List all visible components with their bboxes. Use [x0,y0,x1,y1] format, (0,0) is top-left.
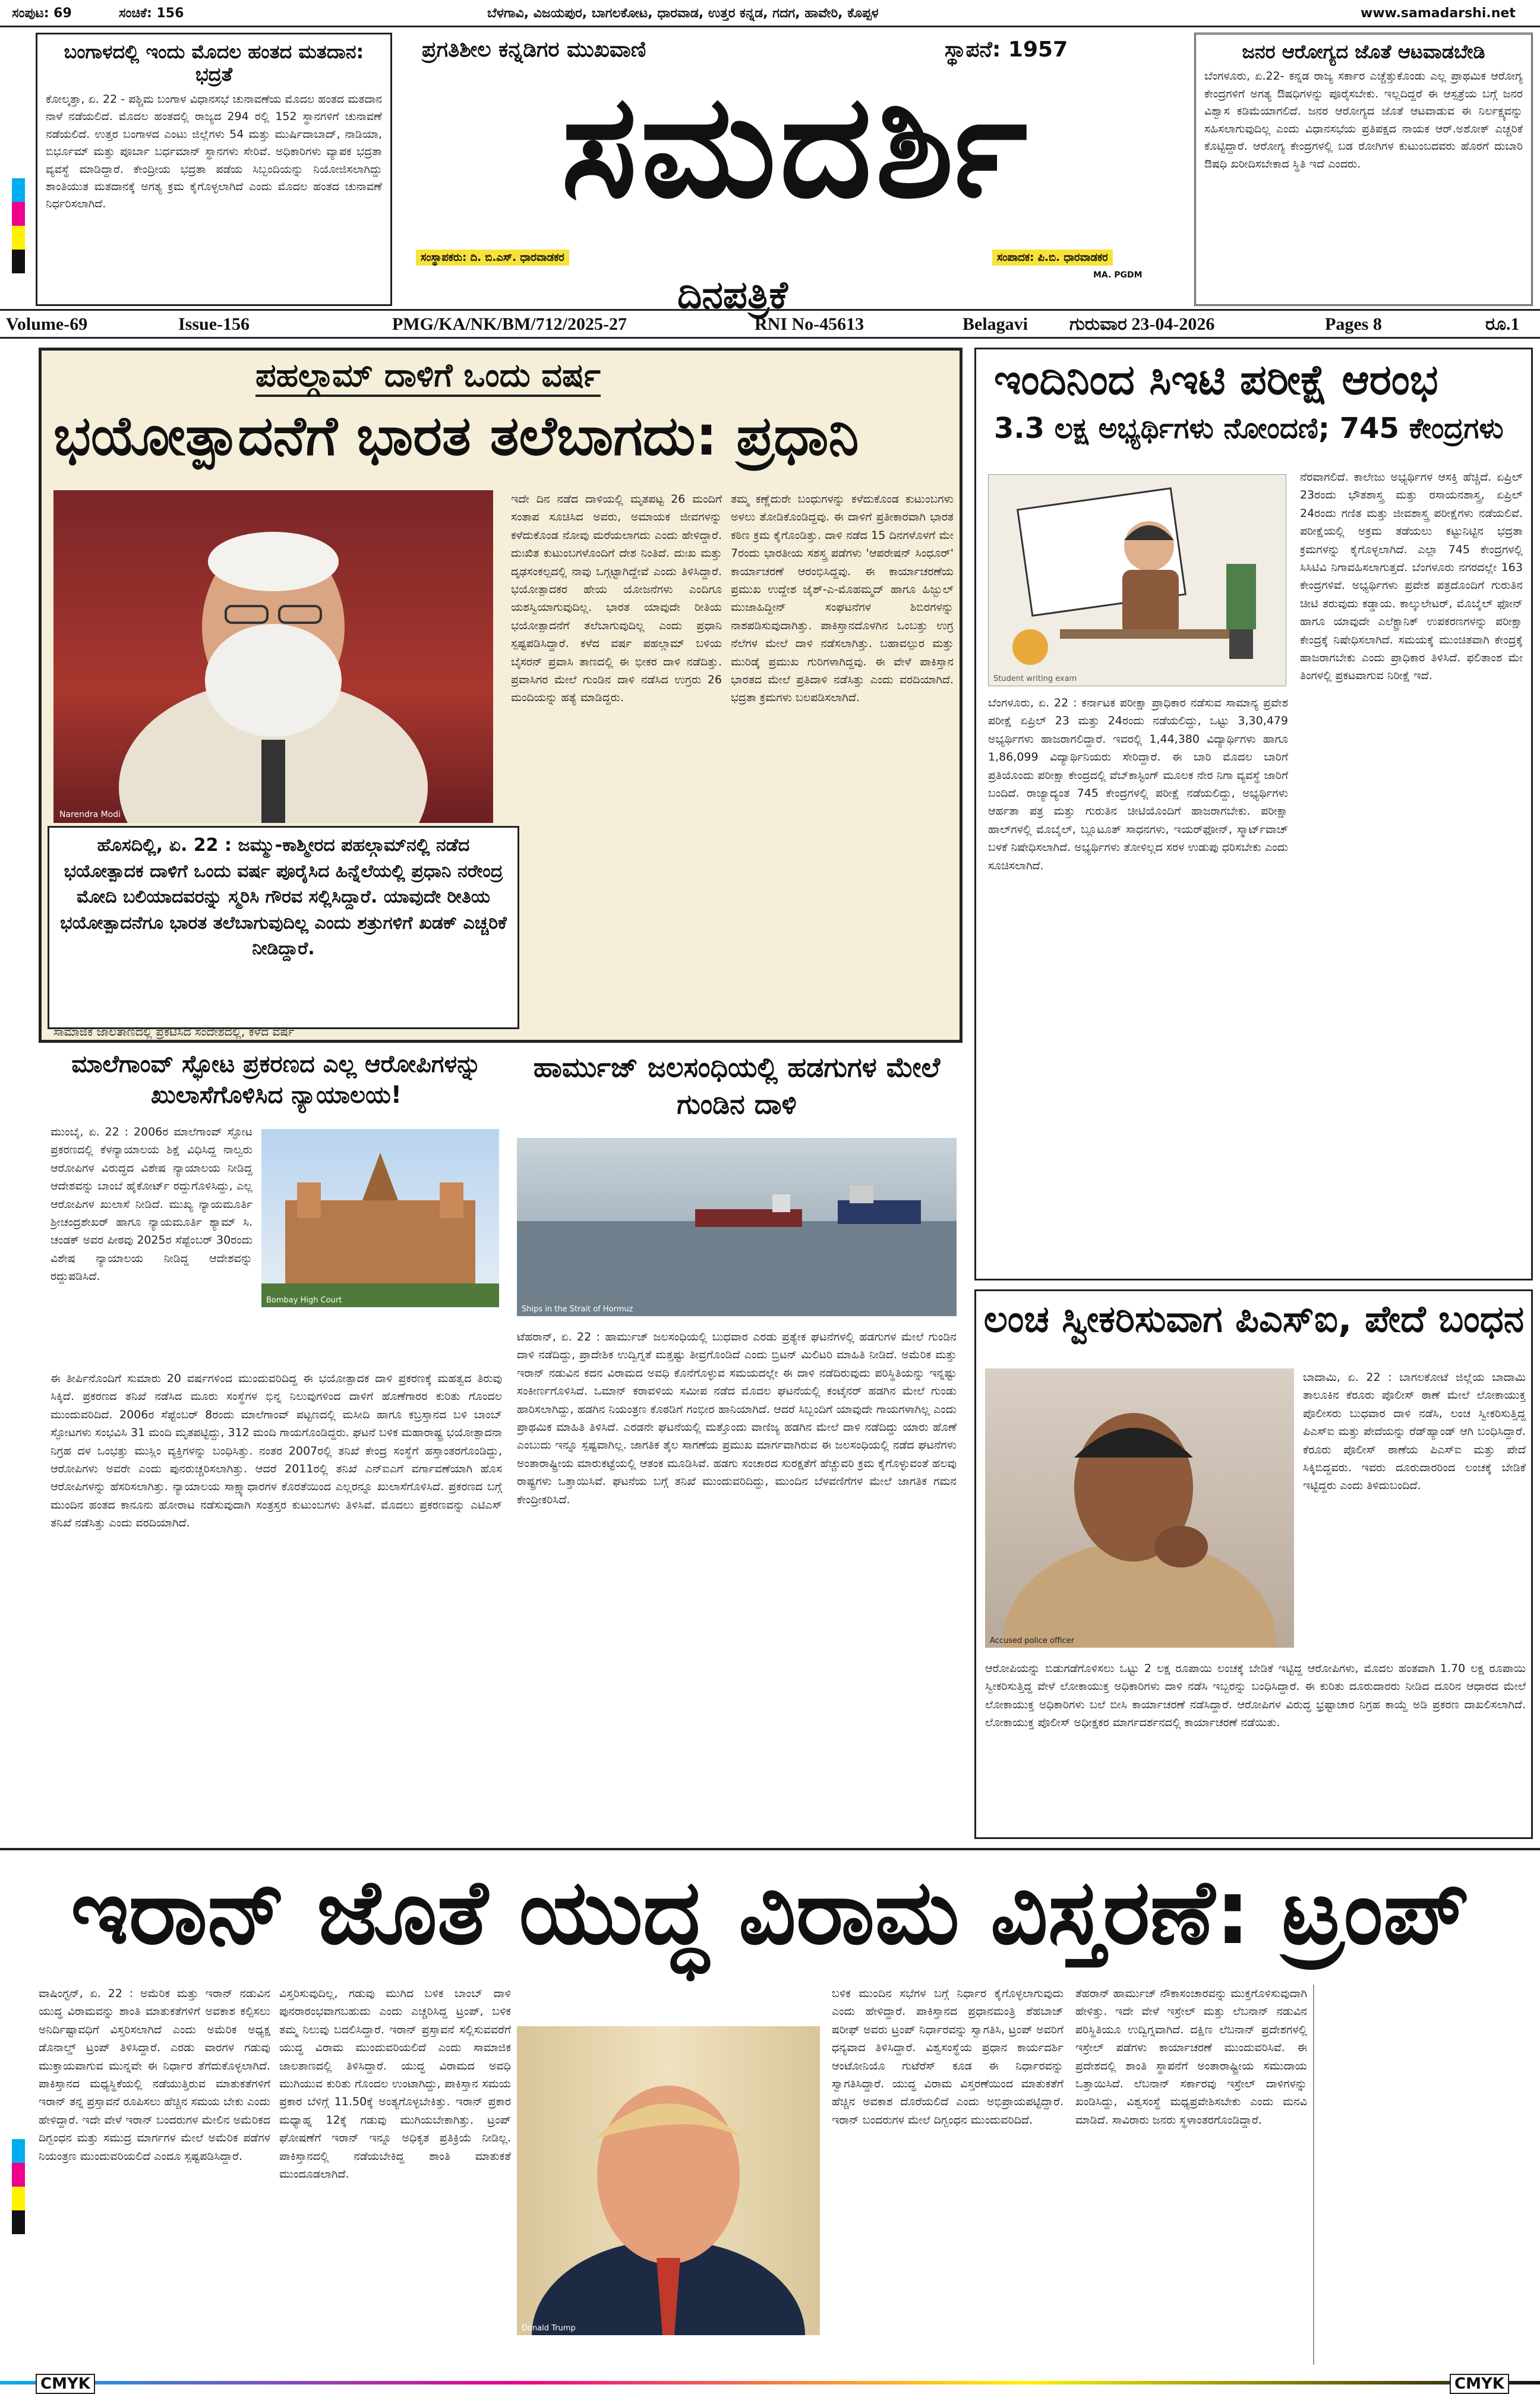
arrest-story [974,1289,1533,1839]
lead-headline: ಭಯೋತ್ಪಾದನೆಗೆ ಭಾರತ ತಲೆಬಾಗದು: ಪ್ರಧಾನಿ [53,404,859,468]
trump-col-1: ವಾಷಿಂಗ್ಟನ್, ಏ. 22 : ಅಮೆರಿಕ ಮತ್ತು ಇರಾನ್ ನಡುವಿನ ಯುದ್ಧ ವಿರಾಮವನ್ನು ಶಾಂತಿ ಮಾತುಕತೆಗಳಿಗೆ ಅವಕಾಶ ಕಲ್ಪಿಸಲು ಅನಿರ್ದಿಷ್ಟಾವಧಿಗೆ ವಿಸ್ತರಿಸಲಾಗಿದೆ ಎಂದು ಅಮೆರಿಕ ಅಧ್ಯಕ್ಷ ಡೊನಾಲ್ಡ್ ಟ್ರಂಪ್ ತಿಳಿಸಿದ್ದಾರೆ. ಎರಡು ವಾರಗಳ ಗಡುವು ಮುಕ್ತಾಯವಾಗುವ ಮುನ್ನವೇ ಈ ನಿರ್ಧಾರ ತೆಗೆದುಕೊಳ್ಳಲಾಗಿದೆ. ಪಾಕಿಸ್ತಾನದ ಮಧ್ಯಸ್ಥಿಕೆಯಲ್ಲಿ ನಡೆಯುತ್ತಿರುವ ಮಾತುಕತೆಗಳಿಗೆ ಇರಾನ್ ತನ್ನ ಪ್ರಸ್ತಾವನೆ ರೂಪಿಸಲು ಹೆಚ್ಚಿನ ಸಮಯ ಬೇಕು ಎಂದು ಹೇಳಿದ್ದಾರೆ. ಇದೇ ವೇಳೆ ಇರಾನ್ ಬಂದರುಗಳ ಮೇಲಿನ ಅಮೆರಿಕದ ದಿಗ್ಬಂಧನ ಮತ್ತು ಸಮುದ್ರ ಮಾರ್ಗಗಳ ಮೇಲೆ ಅಮೆರಿಕ ಪಡೆಗಳ ನಿಯಂತ್ರಣ ಮುಂದುವರಿಯಲಿದೆ ಎಂದೂ ಸ್ಪಷ್ಟಪಡಿಸಿದ್ದಾರೆ. [39,1987,270,2163]
founder: ಸಂಸ್ಥಾಪಕರು: ದಿ. ಬಿ.ಎಸ್. ಧಾರವಾಡಕರ [416,250,569,266]
lead-below-caption: ಸಾಮಾಜಿಕ ಜಾಲತಾಣದಲ್ಲಿ ಪ್ರಕಟಿಸಿದ ಸಂದೇಶದಲ್ಲಿ, ಕಳೆದ ವರ್ಷ [53,1024,295,1039]
trump-col-3: ಬಳಿಕ ಮುಂದಿನ ಸಭೆಗಳ ಬಗ್ಗೆ ನಿರ್ಧಾರ ಕೈಗೊಳ್ಳಲಾಗುವುದು ಎಂದು ಹೇಳಿದ್ದಾರೆ. ಪಾಕಿಸ್ತಾನದ ಪ್ರಧಾನಮಂತ್ರಿ ಶೆಹಬಾಜ್ ಷರೀಫ್ ಅವರು ಟ್ರಂಪ್ ನಿರ್ಧಾರವನ್ನು ಸ್ವಾಗತಿಸಿ, ಟ್ರಂಪ್ ಅವರಿಗೆ ಧನ್ಯವಾದ ತಿಳಿಸಿದ್ದಾರೆ. ವಿಶ್ವಸಂಸ್ಥೆಯ ಪ್ರಧಾನ ಕಾರ್ಯದರ್ಶಿ ಆಂಟೋನಿಯೊ ಗುಟೆರೆಸ್ ಕೂಡ ಈ ನಿರ್ಧಾರವನ್ನು ಸ್ವಾಗತಿಸಿದ್ದಾರೆ. ಯುದ್ಧ ವಿರಾಮ ವಿಸ್ತರಣೆಯಿಂದ ಮಾತುಕತೆಗೆ ಹೆಚ್ಚಿನ ಅವಕಾಶ ದೊರೆಯಲಿದೆ ಎಂದು ಅಭಿಪ್ರಾಯಪಟ್ಟಿದ್ದಾರೆ. ಇರಾನ್ ಬಂದರುಗಳ ಮೇಲೆ ದಿಗ್ಬಂಧನ ಮುಂದುವರಿದಿದೆ. [832,1987,1064,2127]
modi-photo-label: Narendra Modi [59,810,121,819]
cet-story [974,348,1533,1280]
arrest-side-text: ಬಾದಾಮಿ, ಏ. 22 : ಬಾಗಲಕೋಟೆ ಜಿಲ್ಲೆಯ ಬಾದಾಮಿ ತಾಲೂಕಿನ ಕೆರೂರು ಪೊಲೀಸ್ ಠಾಣೆ ಮೇಲೆ ಲೋಕಾಯುಕ್ತ ಪೊಲೀಸರು ಬುಧವಾರ ದಾಳಿ ನಡೆಸಿ, ಲಂಚ ಸ್ವೀಕರಿಸುತ್ತಿದ್ದ ಪಿಎಸ್‌ಐ ಮತ್ತು ಪೇದೆಯನ್ನು ರೆಡ್‌ಹ್ಯಾಂಡ್ ಆಗಿ ಬಂಧಿಸಿದ್ದಾರೆ. ಕೆರೂರು ಪೊಲೀಸ್ ಠಾಣೆಯ ಪಿಎಸ್‌ಐ ಮತ್ತು ಪೇದೆ ಸಿಕ್ಕಿಬಿದ್ದವರು. ಇವರು ದೂರುದಾರರಿಂದ ಲಂಚಕ್ಕೆ ಬೇಡಿಕೆ ಇಟ್ಟಿದ್ದರು ಎಂದು ತಿಳಿದುಬಂದಿದೆ. [1303,1371,1526,1493]
swatch-yellow [12,226,25,250]
cmyk-left: CMYK [36,2374,95,2394]
cmyk-right: CMYK [1450,2374,1509,2394]
left-box-body: ಕೋಲ್ಕತ್ತಾ, ಏ. 22 - ಪಶ್ಚಿಮ ಬಂಗಾಳ ವಿಧಾನಸಭೆ ಚುನಾವಣೆಯ ಮೊದಲ ಹಂತದ ಮತದಾನ ನಾಳೆ ನಡೆಯಲಿದೆ. ಮೊದಲ ಹಂತದಲ್ಲಿ ರಾಜ್ಯದ 294 ರಲ್ಲಿ 152 ಸ್ಥಾನಗಳಿಗೆ ಚುನಾವಣೆ ನಡೆಯಲಿದೆ. ಉತ್ತರ ಬಂಗಾಳದ ಎಂಟು ಜಿಲ್ಲೆಗಳು 54 ಮತ್ತು ಮುರ್ಷಿದಾಬಾದ್, ನಾಡಿಯಾ, ಬಿರ್ಭೂಮ್ ಮತ್ತು ಪೂರ್ಬಾ ಬರ್ಧಮಾನ್ ಸ್ಥಾನಗಳು ಸೇರಿವೆ. ಅಧಿಕಾರಿಗಳು ವ್ಯಾಪಕ ಭದ್ರತಾ ವ್ಯವಸ್ಥೆ ಮಾಡಿದ್ದಾರೆ. ಕೇಂದ್ರೀಯ ಭದ್ರತಾ ಪಡೆಯ ಸಿಬ್ಬಂದಿಯನ್ನು ನಿಯೋಜಿಸಲಾಗಿದ್ದು ಶಾಂತಿಯುತ ಮತದಾನಕ್ಕೆ ಅಗತ್ಯ ಕ್ರಮ ಕೈಗೊಳ್ಳಲಾಗಿದೆ ಎಂದು ಮೊದಲ ಹಂತದ ಚುನಾವಣೆ ನಿರ್ಧರಿಸಲಾಗಿದೆ. [46,92,382,211]
top-bar [0,0,1540,27]
established: ಸ್ಥಾಪನೆ: 1957 [945,37,1068,62]
editor: ಸಂಪಾದಕ: ಪಿ.ಬಿ. ಧಾರವಾಡಕರ [992,250,1113,266]
modi-photo [53,490,493,823]
right-box-body: ಬೆಂಗಳೂರು, ಏ.22- ಕನ್ನಡ ರಾಜ್ಯ ಸರ್ಕಾರ ಎಚ್ಚೆತ್ತುಕೊಂಡು ಎಲ್ಲ ಪ್ರಾಥಮಿಕ ಆರೋಗ್ಯ ಕೇಂದ್ರಗಳಿಗೆ ಅಗತ್ಯ ಔಷಧಿಗಳನ್ನು ಪೂರೈಸಬೇಕು. ಇಲ್ಲದಿದ್ದರೆ ಈ ಆಸ್ಪತ್ರೆಯ ಬಗ್ಗೆ ಜನರ ವಿಶ್ವಾಸ ಕಡಿಮೆಯಾಗಲಿದೆ. ಜನರ ಆರೋಗ್ಯದ ಜೊತೆ ಆಟವಾಡುವ ಈ ನಿರ್ಲಕ್ಷ್ಯವನ್ನು ಸಹಿಸಲಾಗುವುದಿಲ್ಲ ಎಂದು ವಿಧಾನಸಭೆಯ ಪ್ರತಿಪಕ್ಷದ ನಾಯಕ ಆರ್.ಅಶೋಕ್ ಎಚ್ಚರಿಕೆ ಕೊಟ್ಟಿದ್ದಾರೆ. ಆರೋಗ್ಯ ಕೇಂದ್ರಗಳಲ್ಲಿ ಬಡ ರೋಗಿಗಳ ಕುಟುಂಬದವರು ಹೊರಗೆ ದುಬಾರಿ ಔಷಧಿ ಖರೀದಿಸಬೇಕಾದ ಸ್ಥಿತಿ ಇದೆ ಎಂದರು. [1204,70,1523,171]
editor-degree: MA. PGDM [1093,270,1143,280]
malegaon-body: ಈ ತೀರ್ಪಿನೊಂದಿಗೆ ಸುಮಾರು 20 ವರ್ಷಗಳಿಂದ ಮುಂದುವರಿದಿದ್ದ ಈ ಭಯೋತ್ಪಾದಕ ದಾಳಿ ಪ್ರಕರಣಕ್ಕೆ ಮಹತ್ವದ ತಿರುವು ಸಿಕ್ಕಿದೆ. ಪ್ರಕರಣದ ತನಿಖೆ ನಡೆಸಿದ ಮೂರು ಸಂಸ್ಥೆಗಳ ಭಿನ್ನ ನಿಲುವುಗಳಿಂದ ದಾಳಿಗೆ ಹೊಣೆಗಾರರ ಕುರಿತು ಗೊಂದಲ ಮುಂದುವರಿದಿದೆ. 2006ರ ಸೆಪ್ಟೆಂಬರ್ 8ರಂದು ಮಾಲೆಗಾಂವ್ ಪಟ್ಟಣದಲ್ಲಿ ಮಸೀದಿ ಹಾಗೂ ಕಬ್ರಸ್ತಾನದ ಬಳಿ ಬಾಂಬ್ ಸ್ಫೋಟಗಳು ಸಂಭವಿಸಿ 31 ಮಂದಿ ಮೃತಪಟ್ಟಿದ್ದು, 312 ಮಂದಿ ಗಾಯಗೊಂಡಿದ್ದರು. ಘಟನೆ ಬಳಿಕ ಮಹಾರಾಷ್ಟ್ರ ಭಯೋತ್ಪಾದನಾ ನಿಗ್ರಹ ದಳ ಒಂಭತ್ತು ಮುಸ್ಲಿಂ ವ್ಯಕ್ತಿಗಳನ್ನು ಬಂಧಿಸಿತ್ತು. ನಂತರ 2007ರಲ್ಲಿ ತನಿಖೆ ಕೇಂದ್ರ ಸಂಸ್ಥೆಗೆ ಹಸ್ತಾಂತರಗೊಂಡಿದ್ದು, ಆರೋಪಿಗಳು ಅವರೇ ಎಂದು ಪುನರುಚ್ಚರಿಸಲಾಗಿತ್ತು. ಆದರೆ 2011ರಲ್ಲಿ ತನಿಖೆ ಎನ್‌ಐಎಗೆ ವರ್ಗಾವಣೆಯಾಗಿ ಹೊಸ ಆರೋಪಿಗಳನ್ನು ಹೆಸರಿಸಲಾಗಿತ್ತು. ನ್ಯಾಯಾಲಯ ಸಾಕ್ಷ್ಯಾಧಾರಗಳ ಕೊರತೆಯಿಂದ ಎಲ್ಲರನ್ನೂ ಖುಲಾಸೆಗೊಳಿಸಿದೆ. ಪ್ರಕರಣದ ಬಗ್ಗೆ ಮುಂದಿನ ಹಂತದ ಕಾನೂನು ಹೋರಾಟ ನಡೆಸುವುದಾಗಿ ಸಂತ್ರಸ್ತರ ಕುಟುಂಬಗಳು ತಿಳಿಸಿವೆ. ಮೊದಲು ಪ್ರಕರಣವನ್ನು ಎಟಿಎಸ್ ತನಿಖೆ ನಡೆಸಿತ್ತು ಎಂದು ವರದಿಯಾಗಿದೆ. [51,1372,502,1530]
issue-label: ಸಂಚಿಕೆ: 156 [119,6,184,21]
hormuz-headline: ಹಾರ್ಮುಜ್ ಜಲಸಂಧಿಯಲ್ಲಿ ಹಡಗುಗಳ ಮೇಲೆ ಗುಂಡಿನ ದಾಳಿ [533,1051,941,1121]
trump-col-spacer [1313,1985,1527,2365]
malegaon-story [39,1049,508,1839]
swatch-cyan-2 [12,2139,25,2163]
masthead-subtitle: ದಿನಪತ್ರಿಕೆ [677,273,788,317]
swatch-black-2 [12,2210,25,2234]
trump-headline: ಇರಾನ್ ಜೊತೆ ಯುದ್ಧ ವಿರಾಮ ವಿಸ್ತರಣೆ: ಟ್ರಂಪ್ [0,1848,1540,1973]
trump-col-4: ತೆಹರಾನ್ ಹಾರ್ಮುಜ್ ನೌಕಾಸಂಚಾರವನ್ನು ಮುಕ್ತಗೊಳಿಸುವುದಾಗಿ ಹೇಳಿತ್ತು. ಇದೇ ವೇಳೆ ಇಸ್ರೇಲ್ ಮತ್ತು ಲೆಬನಾನ್ ನಡುವಿನ ಪರಿಸ್ಥಿತಿಯೂ ಉದ್ವಿಗ್ನವಾಗಿದೆ. ದಕ್ಷಿಣ ಲೆಬನಾನ್ ಪ್ರದೇಶಗಳಲ್ಲಿ ಇಸ್ರೇಲ್ ಪಡೆಗಳು ಕಾರ್ಯಾಚರಣೆ ಮುಂದುವರಿಸಿವೆ. ಈ ಪ್ರದೇಶದಲ್ಲಿ ಶಾಂತಿ ಸ್ಥಾಪನೆಗೆ ಅಂತಾರಾಷ್ಟ್ರೀಯ ಸಮುದಾಯ ಒತ್ತಾಯಿಸಿದೆ. ಲೆಬನಾನ್ ಸರ್ಕಾರವು ಇಸ್ರೇಲ್ ದಾಳಿಗಳನ್ನು ಖಂಡಿಸಿದ್ದು, ವಿಶ್ವಸಂಸ್ಥೆ ಮಧ್ಯಪ್ರವೇಶಿಸಬೇಕು ಎಂದು ಮನವಿ ಮಾಡಿದೆ. ಸಾವಿರಾರು ಜನರು ಸ್ಥಳಾಂತರಗೊಂಡಿದ್ದಾರೆ. [1075,1987,1307,2127]
cet-illustration-svg [989,475,1286,686]
right-box [1194,33,1533,306]
cet-headline: ಇಂದಿನಿಂದ ಸಿಇಟಿ ಪರೀಕ್ಷೆ ಆರಂಭ [994,355,1438,404]
hormuz-body: ಟೆಹರಾನ್, ಏ. 22 : ಹಾರ್ಮುಜ್ ಜಲಸಂಧಿಯಲ್ಲಿ ಬುಧವಾರ ಎರಡು ಪ್ರತ್ಯೇಕ ಘಟನೆಗಳಲ್ಲಿ ಹಡಗುಗಳ ಮೇಲೆ ಗುಂಡಿನ ದಾಳಿ ನಡೆದಿದ್ದು, ಪ್ರಾದೇಶಿಕ ಉದ್ವಿಗ್ನತೆ ಮತ್ತಷ್ಟು ತೀವ್ರಗೊಂಡಿದೆ ಎಂದು ಬ್ರಿಟನ್ ಮಿಲಿಟರಿ ಮಾಹಿತಿ ನೀಡಿದೆ. ಅಮೆರಿಕ ಮತ್ತು ಇರಾನ್ ನಡುವಿನ ಕದನ ವಿರಾಮದ ಅವಧಿ ಕೊನೆಗೊಳ್ಳುವ ಸಮಯದಲ್ಲೇ ಈ ದಾಳಿ ನಡೆದಿರುವುದು ಪರಿಸ್ಥಿತಿಯನ್ನು ಇನ್ನಷ್ಟು ಸಂಕೀರ್ಣಗೊಳಿಸಿದೆ. ಒಮಾನ್ ಕರಾವಳಿಯ ಸಮೀಪ ನಡೆದ ಮೊದಲ ಘಟನೆಯಲ್ಲಿ ಕಂಟೈನರ್ ಹಡಗಿನ ಮೇಲೆ ಗುಂಡು ಹಾರಿಸಲಾಗಿದ್ದು, ಹಡಗಿನ ನಿಯಂತ್ರಣ ಕೊಠಡಿಗೆ ಗಂಭೀರ ಹಾನಿಯಾಗಿದೆ. ಆದರೆ ಸಿಬ್ಬಂದಿಗೆ ಯಾವುದೇ ಗಾಯಗಳಾಗಿಲ್ಲ ಎಂದು ಪ್ರಾಥಮಿಕ ಮಾಹಿತಿ ತಿಳಿಸಿದೆ. ಎರಡನೇ ಘಟನೆಯಲ್ಲಿ ಮತ್ತೊಂದು ವಾಣಿಜ್ಯ ಹಡಗಿನ ಮೇಲೆ ದಾಳಿ ನಡೆದಿದ್ದು ಯಾರು ಹೊಣೆ ಎಂಬುದು ಇನ್ನೂ ಸ್ಪಷ್ಟವಾಗಿಲ್ಲ. ಜಾಗತಿಕ ತೈಲ ಸಾಗಣೆಯ ಪ್ರಮುಖ ಮಾರ್ಗವಾಗಿರುವ ಈ ಜಲಸಂಧಿಯಲ್ಲಿ ನಡೆದ ಘಟನೆಗಳು ಅಂತಾರಾಷ್ಟ್ರೀಯ ಮಾರುಕಟ್ಟೆಯಲ್ಲಿ ಆತಂಕ ಮೂಡಿಸಿವೆ. ಹಡಗು ಸಂಚಾರದ ಸುರಕ್ಷತೆಗೆ ಹೆಚ್ಚುವರಿ ಕ್ರಮ ಕೈಗೊಳ್ಳುವಂತೆ ಹಲವು ರಾಷ್ಟ್ರಗಳು ಒತ್ತಾಯಿಸಿವೆ. ಘಟನೆಯ ಬಗ್ಗೆ ತನಿಖೆ ಮುಂದುವರಿದಿದ್ದು, ಮುಂದಿನ ಬೆಳವಣಿಗೆಗಳ ಮೇಲೆ ಜಾಗತಿಕ ಗಮನ ಕೇಂದ್ರೀಕರಿಸಿದೆ. [517,1330,957,1506]
malegaon-headline: ಮಾಲೆಗಾಂವ್ ಸ್ಫೋಟ ಪ್ರಕರಣದ ಎಲ್ಲ ಆರೋಪಿಗಳನ್ನು ಖುಲಾಸೆಗೊಳಿಸಿದ ನ್ಯಾಯಾಲಯ! [71,1051,481,1109]
registration-bar [0,2381,1540,2384]
lead-col-2: ತಮ್ಮ ಕಣ್ಣೆದುರೇ ಬಂಧುಗಳನ್ನು ಕಳೆದುಕೊಂಡ ಕುಟುಂಬಗಳು ಅಳಲು ತೋಡಿಕೊಂಡಿದ್ದವು. ಈ ದಾಳಿಗೆ ಪ್ರತೀಕಾರವಾಗಿ ಭಾರತ ಕಠಿಣ ಕ್ರಮ ಕೈಗೊಂಡಿತ್ತು. ದಾಳಿ ನಡೆದ 15 ದಿನಗಳೊಳಗೆ ಮೇ 7ರಂದು ಭಾರತೀಯ ಸಶಸ್ತ್ರ ಪಡೆಗಳು 'ಆಪರೇಷನ್ ಸಿಂಧೂರ್' ಕಾರ್ಯಾಚರಣೆ ಆರಂಭಿಸಿದ್ದವು. ಈ ಕಾರ್ಯಾಚರಣೆಯ ಪ್ರಮುಖ ಉದ್ದೇಶ ಜೈಶ್-ಎ-ಮೊಹಮ್ಮದ್ ಹಾಗೂ ಹಿಜ್ಬುಲ್ ಮುಜಾಹಿದ್ದೀನ್ ಸಂಘಟನೆಗಳ ಶಿಬಿರಗಳನ್ನು ನಾಶಪಡಿಸುವುದಾಗಿತ್ತು. ಪಾಕಿಸ್ತಾನದೊಳಗಿನ ಒಂಬತ್ತು ಉಗ್ರ ನೆಲೆಗಳ ಮೇಲೆ ದಾಳಿ ನಡೆಸಲಾಗಿತ್ತು. ಬಹಾವಲ್ಪುರ ಮತ್ತು ಮುರಿಡ್ಕೆ ಪ್ರಮುಖ ಗುರಿಗಳಾಗಿದ್ದವು. ಈ ವೇಳೆ ಪಾಕಿಸ್ತಾನ ಭಾರತದ ಮೇಲೆ ಪ್ರತಿದಾಳಿ ನಡೆಸಿತ್ತು ಎಂದು ವರದಿಯಾಗಿದೆ. ಭದ್ರತಾ ಕ್ರಮಗಳು ಬಲಪಡಿಸಲಾಗಿದೆ. [731,493,954,705]
swatch-magenta-2 [12,2163,25,2187]
cet-subhead: 3.3 ಲಕ್ಷ ಅಭ್ಯರ್ಥಿಗಳು ನೋಂದಣಿ; 745 ಕೇಂದ್ರಗಳು [994,412,1504,445]
trump-col-2: ವಿಸ್ತರಿಸುವುದಿಲ್ಲ, ಗಡುವು ಮುಗಿದ ಬಳಿಕ ಬಾಂಬ್ ದಾಳಿ ಪುನರಾರಂಭವಾಗಬಹುದು ಎಂದು ಎಚ್ಚರಿಸಿದ್ದ ಟ್ರಂಪ್, ಬಳಿಕ ತಮ್ಮ ನಿಲುವು ಬದಲಿಸಿದ್ದಾರೆ. ಇರಾನ್ ಪ್ರಸ್ತಾವನೆ ಸಲ್ಲಿಸುವವರೆಗೆ ಯುದ್ಧ ವಿರಾಮ ಮುಂದುವರಿಯಲಿದೆ ಎಂದು ಸಾಮಾಜಿಕ ಜಾಲತಾಣದಲ್ಲಿ ತಿಳಿಸಿದ್ದಾರೆ. ಯುದ್ಧ ವಿರಾಮದ ಅವಧಿ ಮುಗಿಯುವ ಕುರಿತು ಗೊಂದಲ ಉಂಟಾಗಿದ್ದು, ಪಾಕಿಸ್ತಾನ ಸಮಯ ಪ್ರಕಾರ ಬೆಳಿಗ್ಗೆ 11.50ಕ್ಕೆ ಅಂತ್ಯಗೊಳ್ಳಬೇಕಿತ್ತು. ಇರಾನ್ ಪ್ರಕಾರ ಮಧ್ಯಾಹ್ನ 12ಕ್ಕೆ ಗಡುವು ಮುಗಿಯಬೇಕಾಗಿತ್ತು. ಟ್ರಂಪ್ ಘೋಷಣೆಗೆ ಇರಾನ್ ಇನ್ನೂ ಅಧಿಕೃತ ಪ್ರತಿಕ್ರಿಯೆ ನೀಡಿಲ್ಲ. ಪಾಕಿಸ್ತಾನದಲ್ಲಿ ನಡೆಯಬೇಕಿದ್ದ ಶಾಂತಿ ಮಾತುಕತೆ ಮುಂದೂಡಲಾಗಿದೆ. [279,1987,511,2181]
info-bar [0,309,1540,339]
arrest-photo-svg [985,1368,1294,1648]
hormuz-photo [517,1138,957,1316]
arrest-body: ಆರೋಪಿಯನ್ನು ಬಿಡುಗಡೆಗೊಳಿಸಲು ಒಟ್ಟು 2 ಲಕ್ಷ ರೂಪಾಯಿ ಲಂಚಕ್ಕೆ ಬೇಡಿಕೆ ಇಟ್ಟಿದ್ದ ಆರೋಪಿಗಳು, ಮೊದಲ ಹಂತವಾಗಿ 1.70 ಲಕ್ಷ ರೂಪಾಯಿ ಸ್ವೀಕರಿಸುತ್ತಿದ್ದ ವೇಳೆ ಲೋಕಾಯುಕ್ತ ಅಧಿಕಾರಿಗಳು ದಾಳಿ ನಡೆಸಿ ಇಬ್ಬರನ್ನು ಬಂಧಿಸಿದ್ದಾರೆ. ಈ ಕುರಿತು ದೂರುದಾರರು ನೀಡಿದ ದೂರಿನ ಆಧಾರದ ಮೇಲೆ ಲೋಕಾಯುಕ್ತ ಅಧಿಕಾರಿಗಳು ಬಲೆ ಬೀಸಿ ಕಾರ್ಯಾಚರಣೆ ನಡೆಸಿದ್ದಾರೆ. ಆರೋಪಿಗಳ ವಿರುದ್ಧ ಭ್ರಷ್ಟಾಚಾರ ನಿಗ್ರಹ ಕಾಯ್ದೆ ಅಡಿ ಪ್ರಕರಣ ದಾಖಲಿಸಲಾಗಿದೆ. ಲೋಕಾಯುಕ್ತ ಪೊಲೀಸ್ ಅಧೀಕ್ಷಕರ ಮಾರ್ಗದರ್ಶನದಲ್ಲಿ ಕಾರ್ಯಾಚರಣೆ ನಡೆಯಿತು. [985,1662,1526,1730]
info-reg: PMG/KA/NK/BM/712/2025-27 [392,314,627,334]
lead-caption: ಹೊಸದಿಲ್ಲಿ, ಏ. 22 : ಜಮ್ಮು-ಕಾಶ್ಮೀರದ ಪಹಲ್ಗಾಮ್‌ನಲ್ಲಿ ನಡೆದ ಭಯೋತ್ಪಾದಕ ದಾಳಿಗೆ ಒಂದು ವರ್ಷ ಪೂರೈಸಿದ ಹಿನ್ನೆಲೆಯಲ್ಲಿ ಪ್ರಧಾನಿ ನರೇಂದ್ರ ಮೋದಿ ಬಲಿಯಾದವರನ್ನು ಸ್ಮರಿಸಿ ಗೌರವ ಸಲ್ಲಿಸಿದ್ದಾರೆ. ಯಾವುದೇ ರೀತಿಯ ಭಯೋತ್ಪಾದನೆಗೂ ಭಾರತ ತಲೆಬಾಗುವುದಿಲ್ಲ ಎಂದು ಶತ್ರುಗಳಿಗೆ ಖಡಕ್ ಎಚ್ಚರಿಕೆ ನೀಡಿದ್ದಾರೆ. [48,826,519,1029]
trump-photo-label: Donald Trump [522,2324,576,2333]
trump-photo [517,2026,820,2335]
swatch-yellow-2 [12,2187,25,2210]
lead-kicker: ಪಹಲ್ಗಾಮ್ ದಾಳಿಗೆ ಒಂದು ವರ್ಷ [255,357,601,397]
arrest-photo-label: Accused police officer [990,1636,1075,1645]
cet-illustration [988,474,1286,686]
volume-label: ಸಂಪುಟ: 69 [12,6,72,21]
info-volume: Volume-69 [6,314,88,334]
info-issue: Issue-156 [178,314,250,334]
footer [0,2371,1540,2394]
court-photo-svg [261,1129,499,1307]
right-box-headline: ಜನರ ಆರೋಗ್ಯದ ಜೊತೆ ಆಟವಾಡಬೇಡಿ [1242,40,1485,63]
cities: ಬೆಳಗಾವಿ, ವಿಜಯಪುರ, ಬಾಗಲಕೋಟ, ಧಾರವಾಡ, ಉತ್ತರ ಕನ್ನಡ, ಗದಗ, ಹಾವೇರಿ, ಕೊಪ್ಪಳ [487,6,879,21]
masthead [410,33,1182,317]
info-pages: Pages 8 [1325,314,1382,334]
hormuz-photo-svg [517,1138,957,1316]
info-date: ಗುರುವಾರ 23-04-2026 [1069,314,1215,334]
court-photo [261,1129,499,1307]
info-city: Belagavi [962,314,1028,334]
info-price: ರೂ.1 [1485,314,1520,334]
lead-col-1: ಇದೇ ದಿನ ನಡೆದ ದಾಳಿಯಲ್ಲಿ ಮೃತಪಟ್ಟ 26 ಮಂದಿಗೆ ಸಂತಾಪ ಸೂಚಿಸಿದ ಅವರು, ಅಮಾಯಕ ಜೀವಗಳನ್ನು ಕಳೆದುಕೊಂಡ ನೋವು ಮರೆಯಲಾಗದು ಎಂದು ಹೇಳಿದ್ದಾರೆ. ದುಃಖಿತ ಕುಟುಂಬಗಳೊಂದಿಗೆ ದೇಶ ನಿಂತಿದೆ. ದುಃಖ ಮತ್ತು ದೃಢಸಂಕಲ್ಪದಲ್ಲಿ ನಾವು ಒಗ್ಗಟ್ಟಾಗಿದ್ದೇವೆ ಎಂದು ತಿಳಿಸಿದ್ದಾರೆ. ಭಯೋತ್ಪಾದಕರ ಹೇಯ ಯೋಜನೆಗಳು ಎಂದಿಗೂ ಯಶಸ್ವಿಯಾಗುವುದಿಲ್ಲ. ಭಾರತ ಯಾವುದೇ ರೀತಿಯ ಭಯೋತ್ಪಾದನೆಗೆ ತಲೆಬಾಗುವುದಿಲ್ಲ ಎಂದು ಪ್ರಧಾನಿ ಸ್ಪಷ್ಟಪಡಿಸಿದ್ದಾರೆ. ಕಳೆದ ವರ್ಷ ಪಹಲ್ಗಾಮ್ ಬಳಿಯ ಬೈಸರನ್ ಪ್ರವಾಸಿ ತಾಣದಲ್ಲಿ ಈ ಭೀಕರ ದಾಳಿ ನಡೆದಿತ್ತು. ಪ್ರವಾಸಿಗರ ಮೇಲೆ ಗುಂಡಿನ ದಾಳಿ ನಡೆಸಿದ ಉಗ್ರರು 26 ಮಂದಿಯನ್ನು ಹತ್ಯೆ ಮಾಡಿದ್ದರು. [511,493,722,705]
lead-story [39,348,962,1043]
swatch-magenta [12,202,25,226]
cet-illustration-label: Student writing exam [993,674,1077,683]
trump-photo-svg [517,2026,820,2335]
malegaon-lead: ಮುಂಬೈ, ಏ. 22 : 2006ರ ಮಾಲೆಗಾಂವ್ ಸ್ಫೋಟ ಪ್ರಕರಣದಲ್ಲಿ ಕೆಳನ್ಯಾಯಾಲಯ ಶಿಕ್ಷೆ ವಿಧಿಸಿದ್ದ ನಾಲ್ವರು ಆರೋಪಿಗಳ ವಿರುದ್ಧದ ವಿಶೇಷ ನ್ಯಾಯಾಲಯ ನೀಡಿದ್ದ ಆದೇಶವನ್ನು ಬಾಂಬೆ ಹೈಕೋರ್ಟ್ ರದ್ದುಗೊಳಿಸಿದ್ದು, ಎಲ್ಲ ಆರೋಪಿಗಳ ಖುಲಾಸೆ ನೀಡಿದೆ. ಮುಖ್ಯ ನ್ಯಾಯಮೂರ್ತಿ ಶ್ರೀಚಂದ್ರಶೇಖರ್ ಹಾಗೂ ನ್ಯಾಯಮೂರ್ತಿ ಶ್ಯಾಮ್ ಸಿ. ಚಂಡಕ್ ಅವರ ಪೀಠವು 2025ರ ಸೆಪ್ಟೆಂಬರ್ 30ರಂದು ವಿಶೇಷ ನ್ಯಾಯಾಲಯ ನೀಡಿದ್ದ ಆದೇಶವನ್ನು ರದ್ದುಪಡಿಸಿದೆ. [51,1125,253,1283]
masthead-logo: ಸಮದರ್ಶಿ [561,62,1031,229]
left-box [36,33,392,306]
cet-col-main: ಬೆಂಗಳೂರು, ಏ. 22 : ಕರ್ನಾಟಕ ಪರೀಕ್ಷಾ ಪ್ರಾಧಿಕಾರ ನಡೆಸುವ ಸಾಮಾನ್ಯ ಪ್ರವೇಶ ಪರೀಕ್ಷೆ ಏಪ್ರಿಲ್ 23 ಮತ್ತು 24ರಂದು ನಡೆಯಲಿದ್ದು, ಒಟ್ಟು 3,30,479 ಅಭ್ಯರ್ಥಿಗಳು ಹಾಜರಾಗಲಿದ್ದಾರೆ. ಇವರಲ್ಲಿ 1,44,380 ವಿದ್ಯಾರ್ಥಿಗಳು ಹಾಗೂ 1,86,099 ವಿದ್ಯಾರ್ಥಿನಿಯರು ಸೇರಿದ್ದಾರೆ. ಈ ಬಾರಿ ಮೊದಲ ಬಾರಿಗೆ ಪ್ರತಿಯೊಂದು ಪರೀಕ್ಷಾ ಕೇಂದ್ರದಲ್ಲಿ ವೆಬ್‌ಕಾಸ್ಟಿಂಗ್ ಮೂಲಕ ನೇರ ನಿಗಾ ವ್ಯವಸ್ಥೆ ಜಾರಿಗೆ ಬಂದಿದೆ. ರಾಜ್ಯಾದ್ಯಂತ 745 ಕೇಂದ್ರಗಳಲ್ಲಿ ಪರೀಕ್ಷೆ ನಡೆಯಲಿದ್ದು, ಅಭ್ಯರ್ಥಿಗಳು ಆರ್ಹತಾ ಪತ್ರ ಮತ್ತು ಗುರುತಿನ ಚೀಟಿಯೊಂದಿಗೆ ಹಾಜರಾಗಬೇಕು. ಪರೀಕ್ಷಾ ಹಾಲ್‌ಗಳಲ್ಲಿ ಮೊಬೈಲ್, ಬ್ಲೂಟೂತ್ ಸಾಧನಗಳು, ಇಯರ್‌ಫೋನ್, ಸ್ಮಾರ್ಟ್‌ವಾಚ್ ಬಳಕೆ ನಿಷೇಧಿಸಲಾಗಿದೆ. ಅಭ್ಯರ್ಥಿಗಳು ತೋಳಿಲ್ಲದ ಸರಳ ಉಡುಪು ಧರಿಸಬೇಕು ಎಂದು ಸೂಚಿಸಲಾಗಿದೆ. [988,696,1288,872]
arrest-headline: ಲಂಚ ಸ್ವೀಕರಿಸುವಾಗ ಪಿಎಸ್‌ಐ, ಪೇದೆ ಬಂಧನ [983,1297,1525,1340]
info-rni: RNI No-45613 [755,314,864,334]
website: www.samadarshi.net [1361,6,1516,21]
modi-photo-svg [53,490,493,823]
hormuz-story [511,1049,962,1839]
left-box-headline: ಬಂಗಾಳದಲ್ಲಿ ಇಂದು ಮೊದಲ ಹಂತದ ಮತದಾನ: ಭದ್ರತೆ [64,40,364,86]
hormuz-photo-label: Ships in the Strait of Hormuz [522,1305,633,1314]
swatch-black [12,250,25,273]
swatch-cyan [12,178,25,202]
arrest-photo [985,1368,1294,1648]
cet-col-right: ನೆರವಾಗಲಿದೆ. ಕಾಲೇಜು ಅಭ್ಯರ್ಥಿಗಳ ಆಸಕ್ತಿ ಹೆಚ್ಚಿದೆ. ಏಪ್ರಿಲ್ 23ರಂದು ಭೌತಶಾಸ್ತ್ರ ಮತ್ತು ರಸಾಯನಶಾಸ್ತ್ರ, ಏಪ್ರಿಲ್ 24ರಂದು ಗಣಿತ ಮತ್ತು ಜೀವಶಾಸ್ತ್ರ ಪರೀಕ್ಷೆಗಳು ನಡೆಯಲಿವೆ. ಪರೀಕ್ಷೆಯಲ್ಲಿ ಅಕ್ರಮ ತಡೆಯಲು ಕಟ್ಟುನಿಟ್ಟಿನ ಭದ್ರತಾ ಕ್ರಮಗಳನ್ನು ಕೈಗೊಳ್ಳಲಾಗಿದೆ. ಎಲ್ಲಾ 745 ಕೇಂದ್ರಗಳಲ್ಲಿ ಸಿಸಿಟಿವಿ ನಿಗಾವಹಿಸಲಾಗುತ್ತದೆ. ಬೆಂಗಳೂರು ನಗರದಲ್ಲೇ 163 ಕೇಂದ್ರಗಳಿವೆ. ಅಭ್ಯರ್ಥಿಗಳು ಪ್ರವೇಶ ಪತ್ರದೊಂದಿಗೆ ಗುರುತಿನ ಚೀಟಿ ತರುವುದು ಕಡ್ಡಾಯ. ಕಾಲ್ಕುಲೇಟರ್, ಮೊಬೈಲ್ ಫೋನ್ ಹಾಗೂ ಯಾವುದೇ ಎಲೆಕ್ಟ್ರಾನಿಕ್ ಉಪಕರಣಗಳನ್ನು ಪರೀಕ್ಷಾ ಕೇಂದ್ರಕ್ಕೆ ನಿಷೇಧಿಸಲಾಗಿದೆ. ಸಮಯಕ್ಕೆ ಮುಂಚಿತವಾಗಿ ಕೇಂದ್ರಕ್ಕೆ ಹಾಜರಾಗಬೇಕು ಎಂದು ಪ್ರಾಧಿಕಾರ ತಿಳಿಸಿದೆ. ಫಲಿತಾಂಶ ಮೇ ತಿಂಗಳಲ್ಲಿ ಪ್ರಕಟವಾಗುವ ನಿರೀಕ್ಷೆ ಇದೆ. [1300,471,1523,683]
tagline: ಪ್ರಗತಿಶೀಲ ಕನ್ನಡಿಗರ ಮುಖವಾಣಿ [422,37,646,62]
court-photo-label: Bombay High Court [266,1296,342,1305]
